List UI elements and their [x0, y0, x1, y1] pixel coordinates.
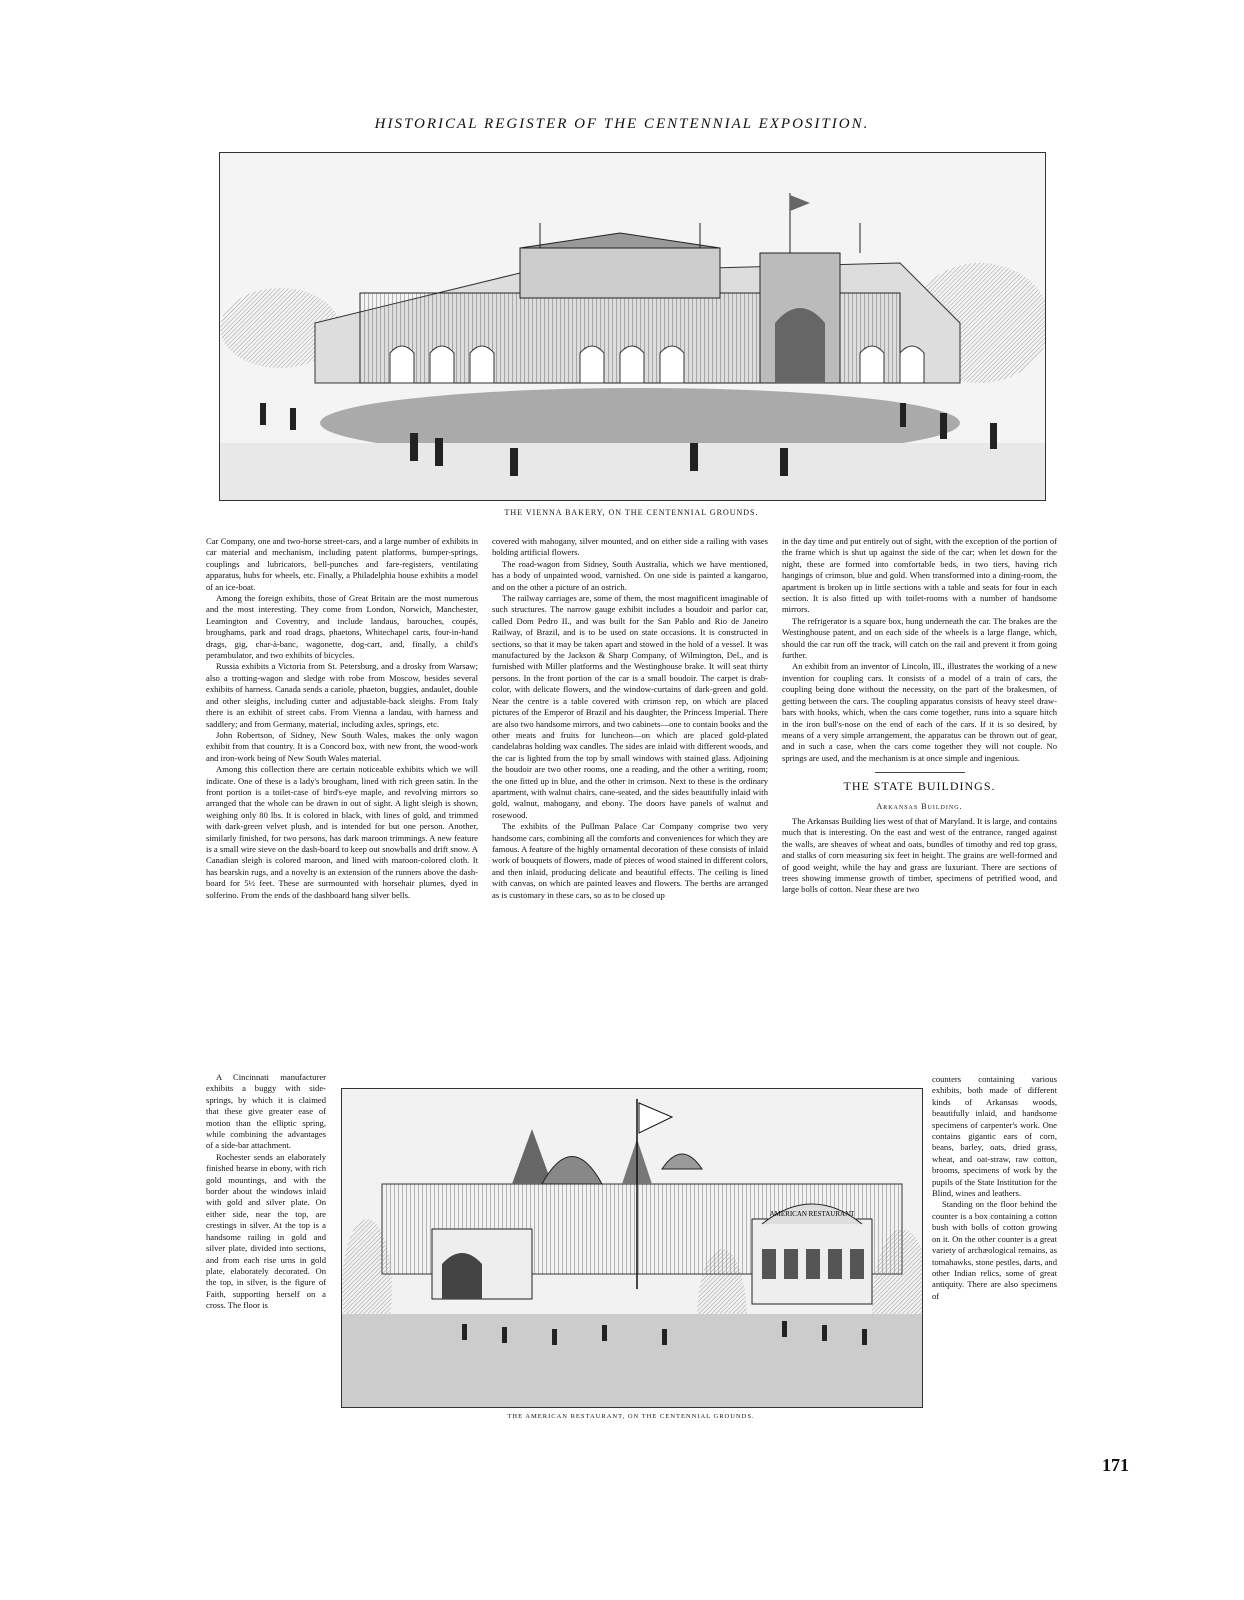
engraving-vienna-bakery: [220, 153, 1045, 500]
section-title: THE STATE BUILDINGS.: [843, 779, 996, 794]
paragraph: covered with mahogany, silver mounted, and on either side a railing with vases holding artificial flowers.: [492, 536, 768, 558]
page-number: 171: [1102, 1455, 1129, 1475]
paragraph: Rochester sends an elaborately finished hearse in ebony, with rich gold mountings, and with the border about the windows inlaid with gold and silver plate. On either side, near the top, are crestings in silver. At the top is a handsome railing in gold and silver plate, divided into sections, and from each rise urns in gold plate, elaborately decorated. On the top, in silver, is the figure of Faith, supporting herself on a cross. The floor is: [206, 1151, 326, 1311]
paragraph: The railway carriages are, some of them, the most magnificent imaginable of such structures. The narrow gauge exhibit includes a boudoir and parlor car, called Dom Pedro II., and was built for the San Pablo and Rio de Janeiro Railway, of Brazil, and is to be used on state occasions. It is constructed in sections, so that it may be taken apart and stowed in the hold of a vessel. It was manufactured by the Jackson & Sharp Company, of Wilmington, Del., and is furnished with Miller platforms and the Westinghouse brake. It will seat thirty persons. In the front portion of the car is a small boudoir. The carpet is drab-color, with delicate flowers, and the window-curtains of dark-green and gold. Near the centre is a table covered with crimson rep, on which are placed pictures of the Emperor of Brazil and his daughter, the Princess Imperial. There are also two handsome mirrors, and two cabinets—one to contain books and the other meats and fruits for luncheon—on which are placed gold-plated candelabras holding wax candles. The sides are inlaid with different woods, and the car is lighted from the top by small windows with stained glass. Adjoining the boudoir are two other rooms, one a reading, and the other a writing, room; the one fitted up in blue, and the other in crimson. Next to these is the ordinary apartment, with walnut chairs, cane-seated, and the sides beautifully inlaid with gold, walnut, mahogany, and ebony. The doors have panels of walnut and rosewood.: [492, 593, 768, 820]
section-divider: [875, 772, 965, 773]
paragraph: Among the foreign exhibits, those of Great Britain are the most numerous and the most interesting. They come from London, Norwich, Manchester, Leamington and Coventry, and include landaus, barouches, coupés, broughams, park and road drags, phaetons, Whitechapel carts, four-in-hand drags, gig, char-à-banc, wagonette, dog-cart, and, finally, a child's perambulator, and two exhibits of bicycles.: [206, 593, 478, 661]
paragraph: Car Company, one and two-horse street-cars, and a large number of exhibits in car material and mechanism, including patent platforms, bumper-springs, couplings and lubricators, bell-punches and fare-registers, ventilating apparatus, hubs for wheels, etc. Finally, a Philadelphia house exhibits a model of an ice-boat.: [206, 536, 478, 592]
paragraph: in the day time and put entirely out of sight, with the exception of the portion of the frame which is shut up against the side of the car; when let down for the night, these are formed into comfortable beds, in two tiers, having rich hangings of crimson, blue and gold. When transformed into a dining-room, the apartment is broken up in little sections with a table and seats for four in each section. It is also fitted up with toilet-rooms with a number of handsome mirrors.: [782, 536, 1057, 615]
paragraph: Standing on the floor behind the counter is a box containing a cotton bush with bolls of cotton growing on it. On the other counter is a great variety of archæological remains, as tomahawks, stone pestles, darts, and other Indian relics, some of great antiquity. There are also specimens of: [932, 1199, 1057, 1301]
paragraph: A Cincinnati manufacturer exhibits a buggy with side-springs, by which it is claimed that these give greater ease of motion than the elliptic spring, while combining the advantages of a side-bar attachment.: [206, 1072, 326, 1151]
paragraph: counters containing various exhibits, both made of different kinds of Arkansas woods, beautifully inlaid, and handsome specimens of carpenter's work. One contains gigantic ears of corn, beans, barley, oats, dried grass, wheat, and oat-straw, raw cotton, brooms, specimens of work by the pupils of the State Institution for the Blind, wines and leathers.: [932, 1074, 1057, 1199]
paragraph: The road-wagon from Sidney, South Australia, which we have mentioned, has a body of unpainted wood, varnished. On one side is painted a kangaroo, and on the other a picture of an ostrich.: [492, 558, 768, 592]
column-2: [492, 536, 768, 901]
column-1: [206, 536, 478, 901]
paragraph: An exhibit from an inventor of Lincoln, Ill., illustrates the working of a new invention for coupling cars. It consists of a model of a train of cars, the coupling being done without the necessity, on the part of the brakesmen, of getting between the cars. The coupling apparatus consists of heavy steel draw-bars with hooks, which, when the cars come together, runs into a square hitch in the iron bull's-nose on the end of each of the cars. If it is so desired, by means of a very simple arrangement, the apparatus can be thrown out of gear, and in such a case, when the cars come together they will not couple. No springs are used, and the mechanism is at once simple and ingenious.: [782, 661, 1057, 763]
paragraph: The refrigerator is a square box, hung underneath the car. The brakes are the Westinghouse patent, and on each side of the wheels is a large flange, which, should the car run off the track, will catch on the rail and prevent it from going further.: [782, 615, 1057, 661]
vienna-bakery-illustration: [219, 152, 1046, 501]
restaurant-sign: AMERICAN RESTAURANT: [769, 1210, 855, 1218]
paragraph: John Robertson, of Sidney, New South Wales, makes the only wagon exhibit from that country. It is a Concord box, with new front, the wood-work and iron-work being of New South Wales material.: [206, 729, 478, 763]
american-restaurant-illustration: [341, 1088, 923, 1408]
column-3: [782, 536, 1057, 896]
running-title: HISTORICAL REGISTER OF THE CENTENNIAL EXPOSITION.: [374, 116, 870, 132]
paragraph: The exhibits of the Pullman Palace Car Company comprise two very handsome cars, combining all the comforts and conveniences for which they are famous. A feature of the highly ornamental decoration of these consists of inlaid work of bouquets of flowers, made of pieces of wood stained in different colors, and then inlaid, producing delicate and beautiful effects. The ceiling is lined with canvas, on which are painted leaves and flowers. The berths are arranged as is customary in these cars, so as to be closed up: [492, 821, 768, 900]
paragraph: Among this collection there are certain noticeable exhibits which we will indicate. One of these is a lady's brougham, lined with rich green satin. In the front portion is a toilet-case of bird's-eye maple, and revolving mirrors so arranged that the whole can be drawn in out of sight. A light sleigh is shown, weighing only 80 lbs. It is colored in black, with lines of gold, and trimmed with dark-green velvet plush, and is intended for but one person. Another, similarly finished, for two persons, has dark maroon trimmings. A new feature is a small wire sieve on the dash-board to keep out snowballs and drift snow. A Canadian sleigh is colored maroon, and lined with maroon-colored cloth. It has bearskin rugs, and a novelty is an extension of the runners above the dash-board for 5½ feet. These are surmounted with horsehair plumes, dyed in solferino. From the ends of the dashboard hang silver bells.: [206, 764, 478, 900]
column-1-narrow: [206, 1072, 326, 1312]
paragraph: Russia exhibits a Victoria from St. Petersburg, and a drosky from Warsaw; also a trotting-wagon and sledge with robe from Moscow, besides several exhibits of harness. Canada sends a cariole, phaeton, buggies, andaulet, double and other sleighs, including cutter and adjustable-back sleighs. From Italy there is an exhibit of street cabs. From Vienna a landau, with harness and saddlery; and from Germany, material, including axles, springs, etc.: [206, 661, 478, 729]
engraving-american-restaurant: [342, 1089, 922, 1407]
column-3-narrow: [932, 1074, 1057, 1302]
bottom-figure-caption: THE AMERICAN RESTAURANT, ON THE CENTENNIAL GROUNDS.: [507, 1413, 755, 1420]
top-figure-caption: THE VIENNA BAKERY, ON THE CENTENNIAL GROUNDS.: [504, 508, 759, 517]
subsection-title: Arkansas Building.: [876, 801, 963, 811]
paragraph: The Arkansas Building lies west of that of Maryland. It is large, and contains much that is interesting. On the east and west of the entrance, ranged against the walls, are sheaves of wheat and oats, bundles of timothy and red top grass, and stalks of corn measuring six feet in height. The grains are well-formed and of good weight, while the hay and grass are luxuriant. There are sections of trees showing immense growth of timber, specimens of petrified wood, and large bolls of cotton. Near these are two: [782, 815, 1057, 895]
